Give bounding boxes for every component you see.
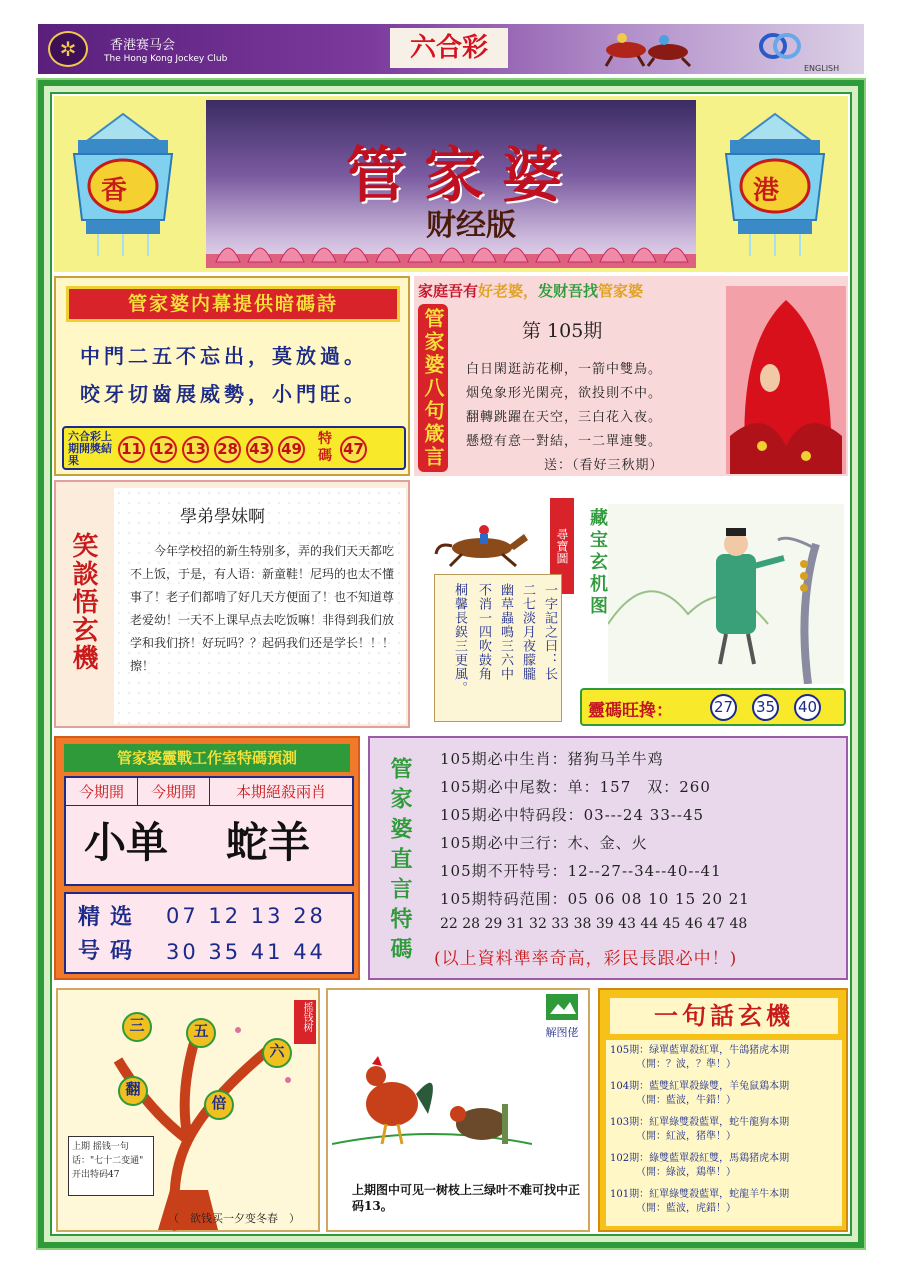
bride-image xyxy=(726,286,846,474)
page-title: 管家婆 xyxy=(346,141,580,211)
headline-part: 发财吾找 xyxy=(538,282,599,300)
result-ball: 49 xyxy=(278,436,305,463)
grid-header: 本期絕殺兩肖 xyxy=(210,778,352,806)
scholar-tree-image xyxy=(608,504,844,684)
right-lantern-char: 港 xyxy=(753,176,780,206)
straight-talk-panel xyxy=(368,736,848,980)
ring-logo-icon xyxy=(756,32,804,60)
tree-caption: （ 欲钱买一夕变冬春 ） xyxy=(168,1212,300,1225)
special-ball: 47 xyxy=(340,436,367,463)
hidden-treasure-title: 藏宝玄机图 xyxy=(587,508,608,618)
jockey-club-logo[interactable]: ✲ xyxy=(48,31,88,67)
one-sentence-panel xyxy=(598,988,848,1232)
grid-header: 今期開 xyxy=(66,778,138,806)
workshop-prediction-panel xyxy=(54,736,360,980)
result-ball: 43 xyxy=(246,436,273,463)
result-ball: 13 xyxy=(182,436,209,463)
treasure-map-panel xyxy=(414,498,574,728)
verse-side-title: 管家婆八句箴言 xyxy=(418,304,448,472)
prediction-line: 105期必中三行：木、金、火 xyxy=(440,834,648,852)
history-line: （開：綠波，鶏準！） xyxy=(636,1167,736,1178)
verse-line: 烟兔象形光閑亮，欲投則不中。 xyxy=(466,386,663,401)
poem-line: 咬牙切齒展威勢，小門旺。 xyxy=(80,382,368,406)
verse-line: 懸燈有意一對結，一二單連雙。 xyxy=(466,434,663,449)
page-subtitle: 财经版 xyxy=(426,208,516,243)
result-ball: 12 xyxy=(150,436,177,463)
prediction-line: 105期必中特码段：03---24 33--45 xyxy=(440,806,705,824)
verse-line: 翻轉跳躍在天空，三白花入夜。 xyxy=(466,410,663,425)
prediction-line: 105期必中尾数：单：157 双：260 xyxy=(440,778,711,796)
joke-side-title: 笑談悟玄機 xyxy=(68,532,98,672)
tree-label: 摇钱树 xyxy=(301,1002,312,1032)
joke-panel xyxy=(54,480,410,728)
selected-codes-label: 精选号码 xyxy=(77,904,142,964)
prediction-line: 105期不开特号：12--27--34--40--41 xyxy=(440,862,722,880)
money-tree-panel xyxy=(56,988,320,1232)
straight-talk-title: 管家婆直言特碼 xyxy=(387,757,413,967)
accuracy-note: (以上資料準率奇高，彩民長跟必中！) xyxy=(434,949,738,969)
racing-horses-icon xyxy=(598,28,718,68)
site-header xyxy=(38,24,864,74)
explain-caption: 上期图中可见一树枝上三绿叶不难可找中正码13。 xyxy=(352,1183,581,1213)
tree-ball: 五 xyxy=(186,1018,216,1048)
verse-sender: 送：（看好三秋期） xyxy=(544,458,664,473)
prediction-grid xyxy=(64,776,354,886)
lucky-ball: 40 xyxy=(794,694,821,721)
english-link[interactable]: ENGLISH xyxy=(804,64,840,73)
verse-line: 白日閑逛訪花柳，一箭中雙鳥。 xyxy=(466,362,663,377)
history-line: （開：紅波，猪準！） xyxy=(636,1131,736,1142)
history-line: （開：藍波，牛錯！） xyxy=(636,1095,736,1106)
headline-part: 家庭吾有 xyxy=(418,282,479,300)
riddle-column: 不消一四吹鼓角 xyxy=(476,583,491,681)
codes-row: 30 35 41 44 xyxy=(166,940,326,964)
history-line: 101期：紅單綠雙殺藍單，蛇龍羊牛本期 xyxy=(610,1189,790,1200)
mark-six-title[interactable]: 六合彩 xyxy=(390,28,508,68)
treasure-label: 尋寶圖 xyxy=(550,498,574,594)
prediction-line: 22 28 29 31 32 33 38 39 43 44 45 46 47 48 xyxy=(440,916,748,932)
picture-explain-panel xyxy=(326,988,590,1232)
eight-verse-panel xyxy=(414,276,848,476)
lucky-ball: 35 xyxy=(752,694,779,721)
codes-row: 07 12 13 28 xyxy=(166,904,326,928)
result-ball: 11 xyxy=(118,436,145,463)
riddle-column: 幽草蟲鳴三六中 xyxy=(498,583,513,681)
history-line: （開：？波，？準！） xyxy=(636,1059,736,1070)
headline-part: 好老婆， xyxy=(478,282,539,300)
history-line: 103期：紅單綠雙殺藍單，蛇牛龍狗本期 xyxy=(610,1117,790,1128)
horse-rider-icon xyxy=(432,520,532,570)
hidden-treasure-panel xyxy=(578,498,848,728)
grid-header: 今期開 xyxy=(138,778,210,806)
explain-icon xyxy=(546,994,578,1020)
lucky-number-label: 靈碼旺搀： xyxy=(588,701,673,721)
riddle-scroll xyxy=(434,574,562,722)
tree-ball: 翻 xyxy=(118,1076,148,1106)
selected-codes xyxy=(64,892,354,974)
history-line: 102期：綠雙藍單殺紅雙，馬鶏猪虎本期 xyxy=(610,1153,790,1164)
tree-ball: 六 xyxy=(262,1038,292,1068)
banner-sky xyxy=(206,100,696,268)
last-issue-note: 上期 摇钱一句话："七十二变通" 开出特码47 xyxy=(68,1136,154,1196)
prediction-line: 105期特码范围：05 06 08 10 15 20 21 xyxy=(440,890,750,908)
verse-headline xyxy=(418,280,643,301)
joke-paper xyxy=(114,488,406,724)
workshop-title: 管家婆靈戰工作室特碼預測 xyxy=(64,744,350,772)
lucky-number-bar xyxy=(580,688,846,726)
poem-panel xyxy=(54,276,410,476)
result-label: 六合彩上期開獎結果 xyxy=(68,430,112,467)
special-label: 特碼 xyxy=(318,431,332,464)
result-ball: 28 xyxy=(214,436,241,463)
headline-part: 管家婆 xyxy=(598,282,644,300)
history-line: 105期：绿單藍單殺紅單，牛鴿猪虎本期 xyxy=(610,1045,790,1056)
lucky-ball: 27 xyxy=(710,694,737,721)
last-draw-result xyxy=(62,426,406,470)
joke-title: 學弟學妹啊 xyxy=(180,507,265,527)
lotus-row-icon xyxy=(206,232,696,268)
one-sentence-title: 一句話玄機 xyxy=(610,998,838,1034)
rooster-image xyxy=(332,994,532,1174)
prediction-line: 105期必中生肖：猪狗马羊牛鸡 xyxy=(440,750,664,768)
poem-line: 中門二五不忘出，莫放過。 xyxy=(80,344,368,368)
tree-ball: 三 xyxy=(122,1012,152,1042)
riddle-column: 二七淡月夜朦朧 xyxy=(520,583,535,681)
club-name-cn: 香港赛马会 xyxy=(110,38,176,53)
riddle-column: 一字記之曰：长 xyxy=(542,583,557,681)
title-banner xyxy=(54,96,848,272)
prediction-killed-signs: 蛇羊 xyxy=(226,818,311,867)
history-line: 104期：藍雙紅單殺綠雙，羊兔鼠鶏本期 xyxy=(610,1081,790,1092)
riddle-column: 桐馨長鋘三更風。 xyxy=(452,583,467,695)
explain-label: 解图佬 xyxy=(545,1026,579,1039)
left-lantern-char: 香 xyxy=(101,176,128,206)
one-sentence-body xyxy=(606,1040,842,1226)
prediction-size-parity: 小单 xyxy=(84,818,169,867)
history-line: （開：藍波，虎錯！） xyxy=(636,1203,736,1214)
issue-number: 第 105期 xyxy=(522,320,603,342)
club-name-en: The Hong Kong Jockey Club xyxy=(104,54,228,64)
joke-text: 今年学校招的新生特别多，弄的我们天天都吃不上饭，于是，有人语：新童鞋！尼玛的也太不懂事了！老子们都啃了好几天方便面了！也不知道尊老爱幼！一天不上课早点去吃饭嘛！非得到我们放学和我们挤！好玩吗？？起码我们还是学长！！！擦！ xyxy=(130,544,395,673)
poem-heading: 管家婆内幕提供暗碼詩 xyxy=(66,286,400,322)
tree-ball: 倍 xyxy=(204,1090,234,1120)
